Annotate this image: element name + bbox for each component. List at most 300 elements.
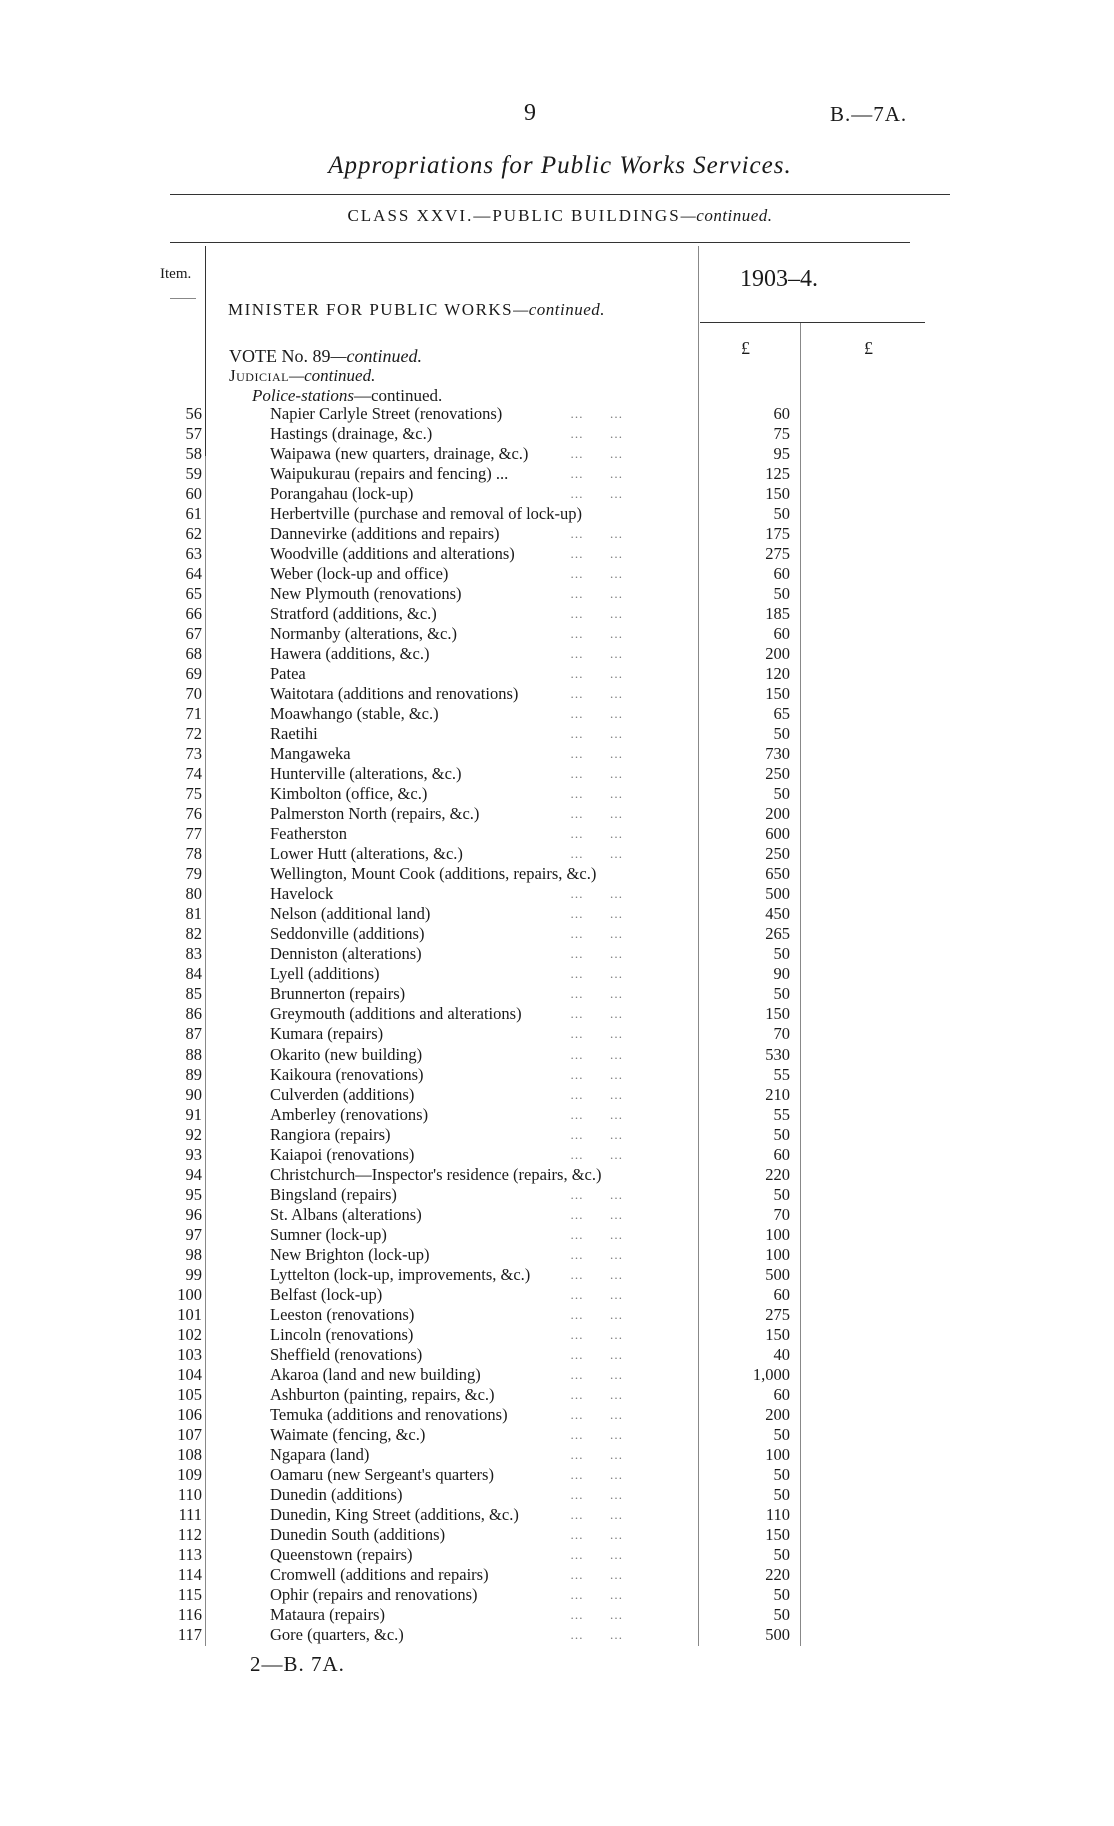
leader-dots: … … (570, 1366, 624, 1382)
leader-dots: … … (570, 1246, 624, 1262)
leader-dots: … … (570, 786, 624, 802)
leader-dots: … … (570, 1106, 624, 1122)
item-number: 78 (185, 844, 202, 864)
item-amount: 50 (773, 1184, 790, 1204)
table-row (0, 984, 1114, 1004)
vote-heading (229, 346, 422, 367)
table-row (0, 1565, 1114, 1585)
items-table (0, 404, 1114, 1645)
item-number: 68 (185, 644, 202, 664)
table-row (0, 1325, 1114, 1345)
item-amount: 60 (773, 564, 790, 584)
item-description: Dunedin South (additions) (270, 1524, 446, 1544)
table-row (0, 1265, 1114, 1285)
leader-dots: … … (570, 1586, 624, 1602)
leader-dots: … … (570, 766, 624, 782)
item-description: St. Albans (alterations) (270, 1204, 422, 1224)
item-amount: 70 (773, 1024, 790, 1044)
leader-dots: … … (570, 966, 624, 982)
item-description: Porangahau (lock-up) (270, 484, 414, 504)
item-description: Nelson (additional land) (270, 904, 431, 924)
leader-dots: … … (570, 546, 624, 562)
item-number: 81 (185, 904, 202, 924)
item-number: 59 (185, 464, 202, 484)
class-heading (170, 206, 950, 226)
item-description: Dunedin, King Street (additions, &c.) (270, 1504, 519, 1524)
leader-dots: … … (570, 926, 624, 942)
item-description: Ophir (repairs and renovations) (270, 1584, 478, 1604)
item-description: Okarito (new building) (270, 1044, 423, 1064)
judicial-heading-text: Judicial (229, 366, 289, 385)
leader-dots: … … (570, 1286, 624, 1302)
item-amount: 40 (773, 1344, 790, 1364)
currency-symbol-b: £ (864, 338, 873, 358)
item-amount: 60 (773, 1284, 790, 1304)
item-number: 67 (185, 624, 202, 644)
table-row (0, 524, 1114, 544)
table-row (0, 1065, 1114, 1085)
title-rule (170, 194, 950, 195)
item-description: Moawhango (stable, &c.) (270, 704, 439, 724)
item-number: 112 (177, 1524, 202, 1544)
item-amount: 100 (765, 1444, 790, 1464)
leader-dots: … … (570, 1406, 624, 1422)
judicial-heading-continued: —continued. (288, 366, 376, 385)
item-number: 74 (185, 764, 202, 784)
item-number: 87 (185, 1024, 202, 1044)
item-amount: 60 (773, 404, 790, 423)
table-row (0, 1385, 1114, 1405)
leader-dots: … … (570, 666, 624, 682)
leader-dots: … … (570, 726, 624, 742)
leader-dots: … … (570, 1346, 624, 1362)
leader-dots: … … (570, 1186, 624, 1202)
item-amount: 50 (773, 1544, 790, 1564)
table-row (0, 944, 1114, 964)
vote-heading-text: VOTE No. 89 (229, 346, 331, 366)
table-row (0, 824, 1114, 844)
item-number: 103 (177, 1344, 202, 1364)
leader-dots: … … (570, 1466, 624, 1482)
item-description: Patea (270, 664, 306, 684)
class-heading-text: CLASS XXVI.—PUBLIC BUILDINGS (347, 206, 681, 225)
item-number: 114 (177, 1564, 202, 1584)
item-amount: 220 (765, 1164, 790, 1184)
item-number: 96 (185, 1204, 202, 1224)
leader-dots: … … (570, 466, 624, 482)
item-description: Culverden (additions) (270, 1084, 415, 1104)
item-number: 75 (185, 784, 202, 804)
leader-dots: … … (570, 1306, 624, 1322)
item-number: 65 (185, 584, 202, 604)
item-number: 110 (177, 1484, 202, 1504)
item-number: 102 (177, 1324, 202, 1344)
item-description: Kaiapoi (renovations) (270, 1144, 415, 1164)
item-amount: 50 (773, 784, 790, 804)
judicial-heading (229, 366, 375, 386)
item-amount: 150 (765, 684, 790, 704)
item-amount: 175 (765, 524, 790, 544)
leader-dots: … … (570, 626, 624, 642)
table-row (0, 604, 1114, 624)
leader-dots: … … (570, 426, 624, 442)
item-number: 115 (177, 1584, 202, 1604)
item-number: 92 (185, 1124, 202, 1144)
item-description: Herbertville (purchase and removal of lock-up) (270, 504, 582, 524)
item-description: Havelock (270, 884, 334, 904)
table-row (0, 844, 1114, 864)
table-row (0, 1585, 1114, 1605)
item-description: Sumner (lock-up) (270, 1224, 387, 1244)
item-amount: 55 (773, 1104, 790, 1124)
item-description: Lyttelton (lock-up, improvements, &c.) (270, 1264, 531, 1284)
table-row (0, 1205, 1114, 1225)
item-number: 85 (185, 984, 202, 1004)
item-number: 86 (185, 1004, 202, 1024)
item-description: Dunedin (additions) (270, 1484, 403, 1504)
table-row (0, 504, 1114, 524)
table-row (0, 1485, 1114, 1505)
item-amount: 275 (765, 1304, 790, 1324)
table-row (0, 1425, 1114, 1445)
item-description: Kimbolton (office, &c.) (270, 784, 428, 804)
item-number: 106 (177, 1404, 202, 1424)
table-row (0, 1105, 1114, 1125)
item-description: Featherston (270, 824, 347, 844)
item-number: 84 (185, 964, 202, 984)
leader-dots: … … (570, 1446, 624, 1462)
item-number: 111 (178, 1504, 202, 1524)
leader-dots: … … (570, 1206, 624, 1222)
item-description: Raetihi (270, 724, 318, 744)
table-row (0, 1525, 1114, 1545)
leader-dots: … … (570, 1146, 624, 1162)
item-amount: 150 (765, 1524, 790, 1544)
item-number: 82 (185, 924, 202, 944)
item-description: Lincoln (renovations) (270, 1324, 414, 1344)
table-row (0, 704, 1114, 724)
item-amount: 530 (765, 1044, 790, 1064)
table-row (0, 1305, 1114, 1325)
police-stations-heading-text: Police-stations (252, 386, 354, 405)
item-amount: 60 (773, 1384, 790, 1404)
table-row (0, 424, 1114, 444)
item-description: Lyell (additions) (270, 964, 380, 984)
item-amount: 500 (765, 1624, 790, 1644)
table-row (0, 1345, 1114, 1365)
item-number: 58 (185, 444, 202, 464)
table-row (0, 1085, 1114, 1105)
table-row (0, 1045, 1114, 1065)
item-amount: 200 (765, 1404, 790, 1424)
item-description: Palmerston North (repairs, &c.) (270, 804, 480, 824)
item-number: 76 (185, 804, 202, 824)
item-number: 90 (185, 1084, 202, 1104)
item-amount: 50 (773, 504, 790, 524)
item-amount: 150 (765, 1004, 790, 1024)
item-description: Oamaru (new Sergeant's quarters) (270, 1464, 494, 1484)
leader-dots: … … (570, 646, 624, 662)
table-row (0, 1625, 1114, 1645)
table-row (0, 784, 1114, 804)
item-amount: 65 (773, 704, 790, 724)
leader-dots: … … (570, 886, 624, 902)
leader-dots: … … (570, 1426, 624, 1442)
item-number: 69 (185, 664, 202, 684)
item-description: Kumara (repairs) (270, 1024, 384, 1044)
item-number: 108 (177, 1444, 202, 1464)
year-rule (700, 322, 925, 323)
item-amount: 110 (765, 1504, 790, 1524)
page-title: Appropriations for Public Works Services. (328, 152, 792, 179)
leader-dots: … … (570, 1486, 624, 1502)
leader-dots: … … (570, 1006, 624, 1022)
leader-dots: … … (570, 586, 624, 602)
table-row (0, 1405, 1114, 1425)
item-number: 88 (185, 1044, 202, 1064)
item-number: 63 (185, 544, 202, 564)
item-amount: 250 (765, 764, 790, 784)
item-number: 107 (177, 1424, 202, 1444)
item-amount: 450 (765, 904, 790, 924)
table-row (0, 1024, 1114, 1044)
item-amount: 185 (765, 604, 790, 624)
leader-dots: … … (570, 1606, 624, 1622)
item-description: Queenstown (repairs) (270, 1544, 413, 1564)
item-number: 94 (185, 1164, 202, 1184)
item-description: Belfast (lock-up) (270, 1284, 383, 1304)
item-number: 72 (185, 724, 202, 744)
item-amount: 95 (773, 444, 790, 464)
leader-dots: … … (570, 1126, 624, 1142)
item-amount: 265 (765, 924, 790, 944)
table-row (0, 884, 1114, 904)
item-number: 80 (185, 884, 202, 904)
item-description: Bingsland (repairs) (270, 1184, 397, 1204)
item-amount: 50 (773, 1584, 790, 1604)
item-amount: 600 (765, 824, 790, 844)
item-description: Hawera (additions, &c.) (270, 644, 430, 664)
minister-heading (228, 300, 605, 320)
leader-dots: … … (570, 1046, 624, 1062)
item-description: Mataura (repairs) (270, 1604, 385, 1624)
item-amount: 50 (773, 944, 790, 964)
leader-dots: … … (570, 1566, 624, 1582)
item-amount: 250 (765, 844, 790, 864)
item-amount: 55 (773, 1064, 790, 1084)
item-description: Wellington, Mount Cook (additions, repairs, &c.) (270, 864, 597, 884)
item-number: 99 (185, 1264, 202, 1284)
item-number: 113 (177, 1544, 202, 1564)
leader-dots: … … (570, 1026, 624, 1042)
year-column-header: 1903–4. (740, 266, 818, 292)
leader-dots: … … (570, 686, 624, 702)
table-row (0, 564, 1114, 584)
item-description: Stratford (additions, &c.) (270, 604, 437, 624)
item-amount: 500 (765, 884, 790, 904)
leader-dots: … … (570, 1266, 624, 1282)
leader-dots: … … (570, 1506, 624, 1522)
item-amount: 125 (765, 464, 790, 484)
table-row (0, 744, 1114, 764)
item-number: 79 (185, 864, 202, 884)
item-number: 89 (185, 1064, 202, 1084)
item-description: Lower Hutt (alterations, &c.) (270, 844, 463, 864)
leader-dots: … … (570, 746, 624, 762)
leader-dots: … … (570, 806, 624, 822)
item-number: 105 (177, 1384, 202, 1404)
item-column-header: Item. (160, 266, 192, 282)
leader-dots: … … (570, 406, 624, 421)
item-description: Christchurch—Inspector's residence (repairs, &c.) (270, 1164, 602, 1184)
police-stations-heading-continued: —continued. (353, 386, 443, 405)
item-description: Mangaweka (270, 744, 351, 764)
item-description: Dannevirke (additions and repairs) (270, 524, 500, 544)
item-description: Brunnerton (repairs) (270, 984, 406, 1004)
leader-dots: … … (570, 946, 624, 962)
item-amount: 100 (765, 1244, 790, 1264)
item-amount: 60 (773, 1144, 790, 1164)
item-description: Temuka (additions and renovations) (270, 1404, 508, 1424)
table-row (0, 1225, 1114, 1245)
table-row (0, 764, 1114, 784)
item-amount: 275 (765, 544, 790, 564)
item-description: Weber (lock-up and office) (270, 564, 449, 584)
leader-dots: … … (570, 1526, 624, 1542)
leader-dots: … … (570, 1086, 624, 1102)
item-description: Denniston (alterations) (270, 944, 422, 964)
item-head-rule (170, 298, 196, 299)
class-heading-continued: —continued. (680, 206, 773, 225)
item-amount: 200 (765, 804, 790, 824)
item-description: Cromwell (additions and repairs) (270, 1564, 489, 1584)
item-amount: 210 (765, 1084, 790, 1104)
leader-dots: … … (570, 706, 624, 722)
table-row (0, 1285, 1114, 1305)
currency-symbol-a: £ (741, 338, 750, 358)
police-stations-heading (252, 386, 442, 406)
item-amount: 220 (765, 1564, 790, 1584)
footer-reference: 2—B. 7A. (250, 1652, 345, 1676)
item-number: 100 (177, 1284, 202, 1304)
item-number: 98 (185, 1244, 202, 1264)
table-row (0, 464, 1114, 484)
table-row (0, 584, 1114, 604)
item-description: Waipukurau (repairs and fencing) ... (270, 464, 509, 484)
item-description: Akaroa (land and new building) (270, 1364, 481, 1384)
leader-dots: … … (570, 1326, 624, 1342)
item-amount: 60 (773, 624, 790, 644)
table-row (0, 1185, 1114, 1205)
item-amount: 50 (773, 1124, 790, 1144)
item-amount: 50 (773, 984, 790, 1004)
leader-dots: … … (570, 526, 624, 542)
item-number: 104 (177, 1364, 202, 1384)
table-row (0, 1545, 1114, 1565)
item-number: 101 (177, 1304, 202, 1324)
item-amount: 50 (773, 1424, 790, 1444)
leader-dots: … … (570, 906, 624, 922)
table-row (0, 664, 1114, 684)
item-description: Hastings (drainage, &c.) (270, 424, 433, 444)
table-row (0, 804, 1114, 824)
item-description: New Plymouth (renovations) (270, 584, 462, 604)
table-row (0, 1365, 1114, 1385)
leader-dots: … … (570, 1226, 624, 1242)
item-number: 66 (185, 604, 202, 624)
item-description: Gore (quarters, &c.) (270, 1624, 404, 1644)
vote-heading-continued: —continued. (330, 346, 422, 366)
table-row (0, 1004, 1114, 1024)
item-amount: 70 (773, 1204, 790, 1224)
item-amount: 150 (765, 1324, 790, 1344)
leader-dots: … … (570, 446, 624, 462)
item-description: Ashburton (painting, repairs, &c.) (270, 1384, 495, 1404)
item-number: 61 (185, 504, 202, 524)
item-description: Greymouth (additions and alterations) (270, 1004, 522, 1024)
item-amount: 50 (773, 724, 790, 744)
table-row (0, 1145, 1114, 1165)
table-row (0, 404, 1114, 424)
item-number: 83 (185, 944, 202, 964)
item-amount: 75 (773, 424, 790, 444)
item-amount: 500 (765, 1264, 790, 1284)
table-top-rule (170, 242, 910, 243)
table-row (0, 624, 1114, 644)
table-row (0, 444, 1114, 464)
table-row (0, 544, 1114, 564)
leader-dots: … … (570, 986, 624, 1002)
item-amount: 50 (773, 1484, 790, 1504)
item-number: 62 (185, 524, 202, 544)
item-number: 117 (177, 1624, 202, 1644)
table-row (0, 1605, 1114, 1625)
item-amount: 100 (765, 1224, 790, 1244)
leader-dots: … … (570, 826, 624, 842)
table-row (0, 964, 1114, 984)
table-row (0, 924, 1114, 944)
item-number: 95 (185, 1184, 202, 1204)
item-amount: 50 (773, 584, 790, 604)
item-number: 60 (185, 484, 202, 504)
item-description: Hunterville (alterations, &c.) (270, 764, 462, 784)
item-description: Seddonville (additions) (270, 924, 425, 944)
item-number: 71 (185, 704, 202, 724)
item-number: 116 (177, 1604, 202, 1624)
item-amount: 50 (773, 1464, 790, 1484)
table-row (0, 1465, 1114, 1485)
item-number: 93 (185, 1144, 202, 1164)
item-description: New Brighton (lock-up) (270, 1244, 430, 1264)
leader-dots: … … (570, 606, 624, 622)
item-number: 64 (185, 564, 202, 584)
item-number: 57 (185, 424, 202, 444)
table-row (0, 484, 1114, 504)
item-number: 109 (177, 1464, 202, 1484)
item-number: 70 (185, 684, 202, 704)
item-amount: 150 (765, 484, 790, 504)
item-number: 91 (185, 1104, 202, 1124)
item-description: Napier Carlyle Street (renovations) (270, 404, 503, 423)
page-number: 9 (524, 100, 536, 126)
minister-heading-text: MINISTER FOR PUBLIC WORKS (228, 300, 514, 319)
document-reference: B.—7A. (830, 102, 908, 126)
leader-dots: … … (570, 1546, 624, 1562)
table-row (0, 1445, 1114, 1465)
item-description: Rangiora (repairs) (270, 1124, 391, 1144)
leader-dots: … … (570, 1386, 624, 1402)
item-description: Kaikoura (renovations) (270, 1064, 424, 1084)
